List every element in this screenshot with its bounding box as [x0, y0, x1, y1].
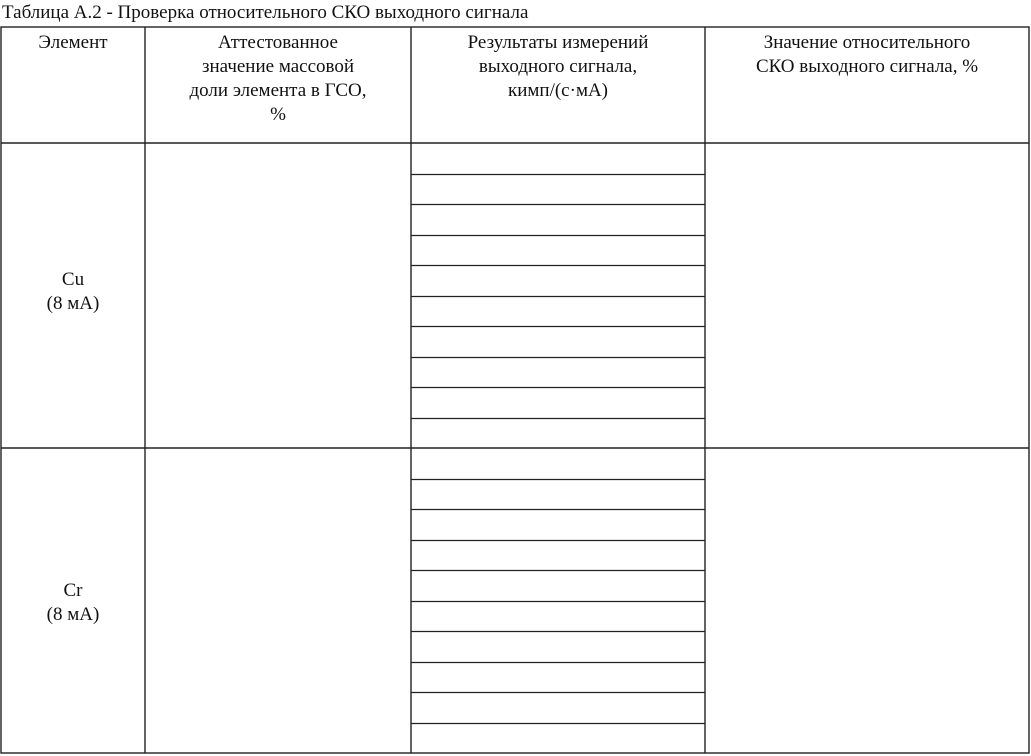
header-measurement-results: Результаты измерений выходного сигнала, кимп/(с·мА)	[467, 32, 649, 101]
table-caption: Таблица А.2 - Проверка относительного СКО выходного сигнала	[2, 2, 529, 23]
header-relative-sko: Значение относительного СКО выходного сигнала, %	[755, 32, 979, 77]
header-element: Элемент	[38, 32, 108, 53]
header-certified-value: Аттестованное значение массовой доли элемента в ГСО, %	[189, 32, 367, 125]
row-element-cu: Cu (8 мА)	[46, 269, 100, 314]
row-element-cr: Cr (8 мА)	[46, 580, 100, 625]
table-frame	[1, 27, 1029, 753]
